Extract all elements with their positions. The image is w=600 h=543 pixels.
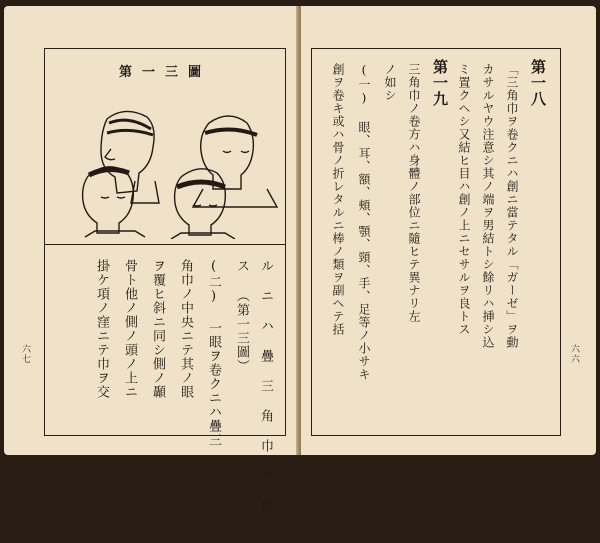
left-text-column-4: 角巾ノ中央ニテ其ノ眼 <box>178 259 193 399</box>
right-page-frame <box>311 48 561 436</box>
left-text-column-6: 骨ト他ノ側ノ頭ノ上ニ <box>122 259 137 399</box>
figure-divider <box>45 244 285 245</box>
bandaged-heads-illustration <box>45 89 285 239</box>
section-heading-18: 第一八 <box>529 59 547 107</box>
right-text-column-2: カサルヤウ注意シ其ノ端ヲ男結トシ餘リハ挿シ込 <box>481 63 495 349</box>
page-number-right: 六六 <box>569 344 579 364</box>
figure-title: 第一三圖 <box>118 65 211 80</box>
right-text-column-6: (一) 眼、耳、額、頰、顎、頸、手、足等ノ小サキ <box>357 63 371 381</box>
right-text-column-1: 「三角巾ヲ卷クニハ創ニ當テタル「ガーゼ」ヲ動 <box>505 63 519 349</box>
left-text-column-7: 掛ケ項ノ窪ニテ巾ヲ交 <box>94 259 109 399</box>
right-page <box>301 6 596 455</box>
left-text-column-5: ヲ覆ヒ斜ニ同シ側ノ顳 <box>150 259 165 399</box>
right-text-column-4: 三角巾ノ卷方ハ身體ノ部位ニ隨ヒテ異ナリ左 <box>407 63 421 323</box>
page-number-left: 六七 <box>20 344 30 364</box>
left-text-column-1: ル ニ ハ 疊 三 角 巾 ヲ 以 テ <box>258 259 273 543</box>
right-text-column-5: ノ如シ <box>383 63 397 102</box>
section-heading-19: 第一九 <box>431 59 449 107</box>
left-page <box>4 6 299 543</box>
right-text-column-7: 創ヲ卷キ或ハ骨ノ折レタルニ棒ノ類ヲ副ヘテ括 <box>331 63 345 336</box>
left-page-frame <box>44 48 286 543</box>
right-text-column-3: ミ置クヘシ又結ヒ目ハ創ノ上ニセサルヲ良トス <box>457 63 471 336</box>
left-text-column-2: ス （第一三圖） <box>234 259 249 373</box>
left-text-column-3: (二) 一眼ヲ卷クニハ疊三 <box>206 259 221 447</box>
